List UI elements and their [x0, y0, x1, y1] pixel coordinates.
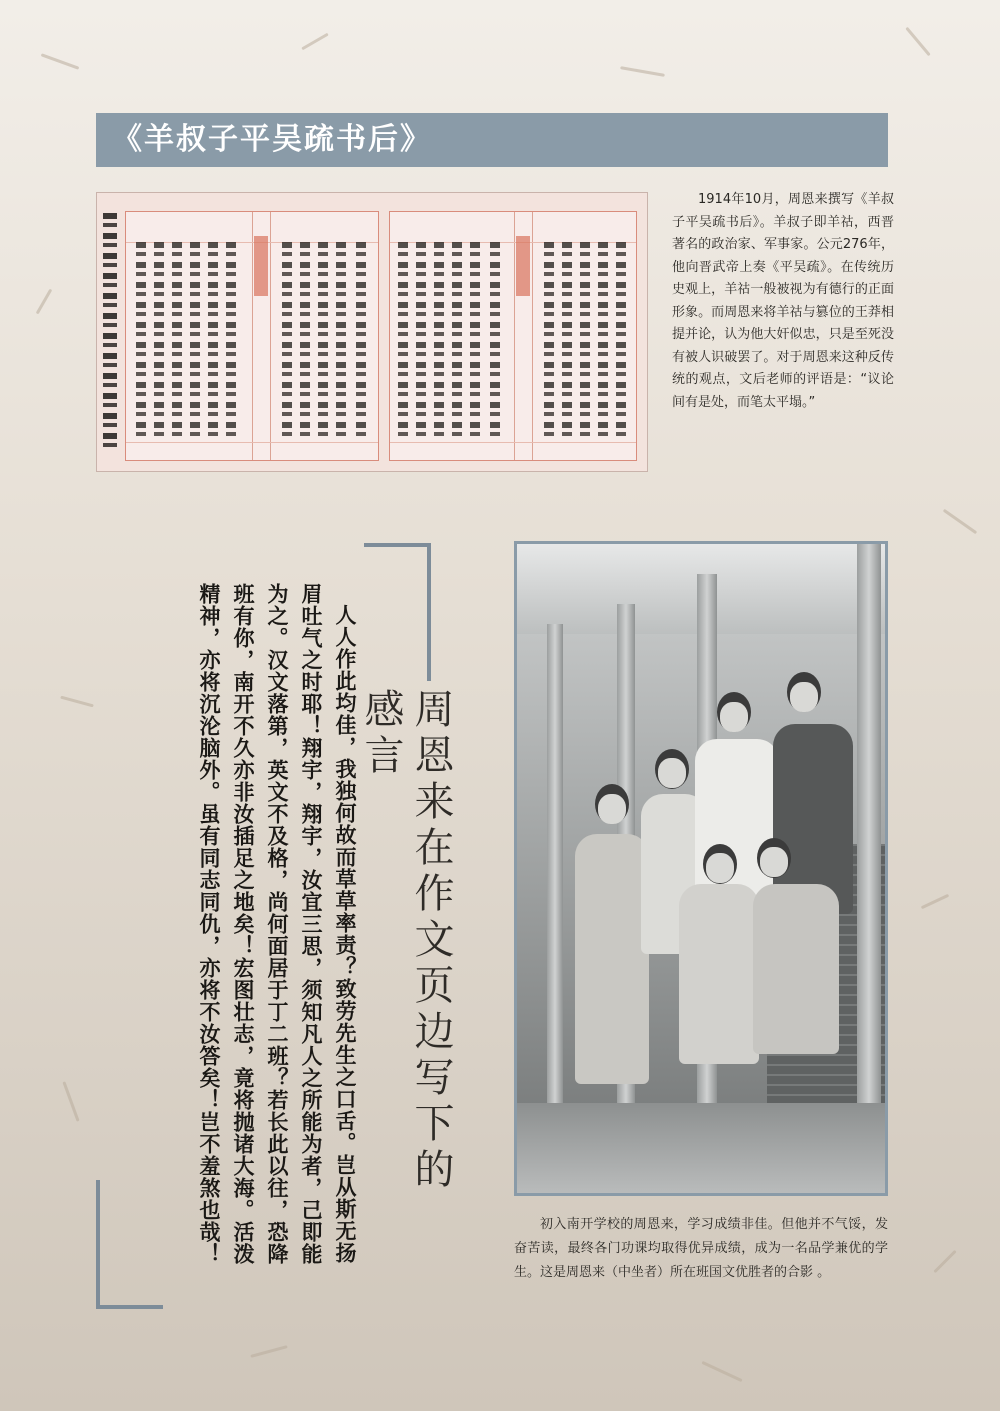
paper-fiber: [250, 1345, 287, 1358]
manuscript-page-left: [125, 211, 379, 461]
paper-fiber: [41, 53, 80, 69]
bracket-bottom: [96, 1305, 163, 1309]
bracket-bottom-vertical: [96, 1180, 100, 1309]
person-face: [658, 758, 686, 788]
person-seated-right: [753, 884, 839, 1054]
manuscript-caption: 1914年10月，周恩来撰写《羊叔子平吴疏书后》。羊叔子即羊祜，西晋著名的政治家、军事家。公元276年，他向晋武帝上奏《平吴疏》。在传统历史观上，羊祜一般被视为有德行的正面形象。而周恩来将羊祜与篡位的王莽相提并论，认为他大奸似忠，只是至死没有被人识破罢了。对于周恩来这种反传统的观点，文后老师的评语是：“议论间有是处，而笔太平塌。”: [672, 192, 894, 410]
person-face: [720, 702, 748, 732]
paper-fiber: [62, 1081, 79, 1121]
manuscript-page-right: [389, 211, 637, 461]
paper-fiber: [620, 66, 665, 77]
photo-post: [857, 544, 881, 1144]
photo-floor: [517, 1103, 887, 1193]
paper-fiber: [905, 27, 930, 57]
bracket-top: [364, 543, 431, 547]
person-face: [790, 682, 818, 712]
paper-fiber: [301, 33, 328, 51]
vertical-body-text: 人人作此均佳，我独何故而草草率责？致劳先生之口舌。岂从斯无扬眉吐气之时耶！翔宇，翔宇，汝宜三思，须知凡人之所能为者，己即能为之。汉文落第，英文不及格，尚何面居于丁二班？若长此以往，恐降班有你，南开不久亦非汝插足之地矣！宏图壮志，竟将抛诸大海。活泼精神，亦将沉沦脑外。虽有同志同仇，亦将不汝答矣！岂不羞煞也哉！: [197, 583, 358, 1265]
person-seated-center: [679, 884, 759, 1064]
vertical-heading: 周恩来在作文页边写下的感言: [358, 688, 454, 1194]
paper-fiber: [933, 1250, 956, 1273]
person-face: [706, 853, 734, 883]
group-photo: [514, 541, 888, 1196]
manuscript-image: [96, 192, 648, 472]
paper-fiber: [701, 1361, 742, 1382]
school-stamp: [254, 236, 268, 296]
photo-post: [547, 624, 563, 1124]
bracket-top-vertical: [427, 543, 431, 681]
paper-fiber: [943, 509, 977, 534]
page-title: 《羊叔子平吴疏书后》: [112, 122, 432, 157]
paper-fiber: [921, 894, 949, 909]
photo-caption: 初入南开学校的周恩来，学习成绩非佳。但他并不气馁，发奋苦读，最终各门功课均取得优异成绩，成为一名品学兼优的学生。这是周恩来（中坐者）所在班国文优胜者的合影 。: [514, 1217, 888, 1280]
person-standing-left: [575, 834, 649, 1084]
paper-fiber: [60, 696, 94, 708]
margin-handwriting: [103, 213, 117, 453]
person-face: [598, 794, 626, 824]
paper-fiber: [36, 289, 53, 315]
person-face: [760, 847, 788, 877]
school-stamp: [516, 236, 530, 296]
